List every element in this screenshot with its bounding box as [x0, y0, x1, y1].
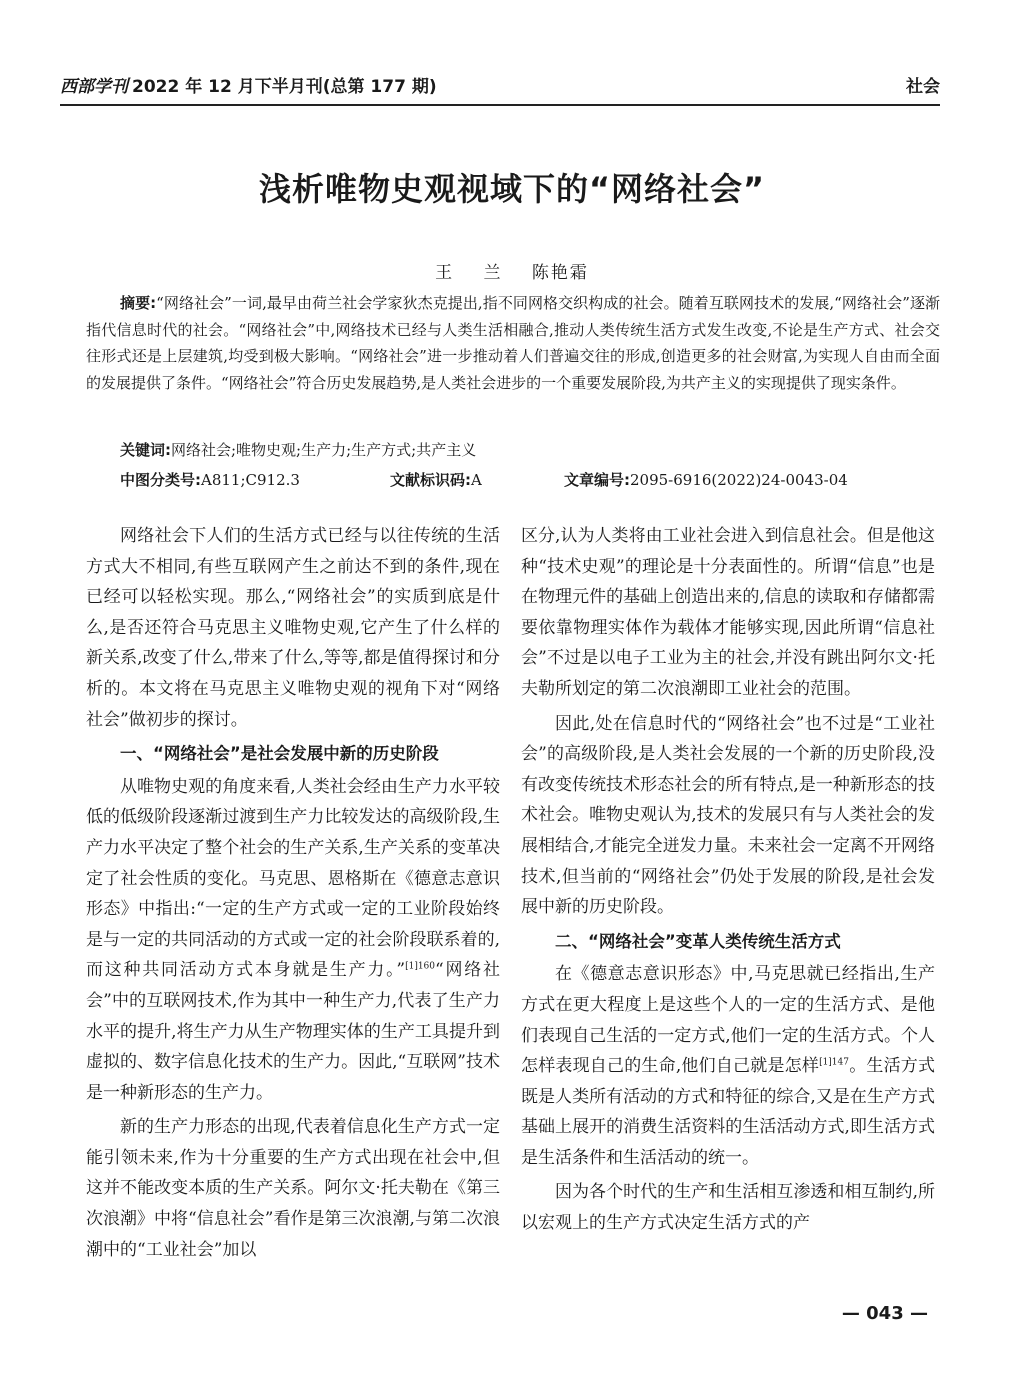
doc-code-value: A: [471, 471, 482, 489]
article-no-label: 文章编号:: [564, 471, 630, 489]
clc-value: A811;C912.3: [201, 471, 300, 489]
clc-number: [120, 469, 300, 490]
authors: 王 兰 陈艳霜: [435, 263, 589, 283]
page-number: — 043 —: [841, 1303, 928, 1324]
keywords-label: 关键词:: [120, 441, 171, 459]
keywords-text: 网络社会;唯物史观;生产力;生产方式;共产主义: [171, 441, 477, 459]
abstract-label: 摘要:: [120, 294, 157, 312]
paragraph: 区分,认为人类将由工业社会进入到信息社会。但是他这种“技术史观”的理论是十分表面性的。所谓“信息”也是在物理元件的基础上创造出来的,信息的读取和存储都需要依靠物理实体作为载体才能够实现,因此所谓“信息社会”不过是以电子工业为主的社会,并没有跳出阿尔文·托夫勒所划定的第二次浪潮即工业社会的范围。: [521, 526, 935, 699]
paragraph-text: “网络社会”中的互联网技术,作为其中一种生产力,代表了生产力水平的提升,将生产力从生产物理实体的生产工具提升到虚拟的、数字信息化技术的生产力。因此,“互联网”技术是一种新形态的生产力。: [86, 960, 500, 1103]
article-no-value: 2095-6916(2022)24-0043-04: [630, 471, 848, 489]
abstract-text: “网络社会”一词,最早由荷兰社会学家狄杰克提出,指不同网格交织构成的社会。随着互联网技术的发展,“网络社会”逐渐指代信息时代的社会。“网络社会”中,网络技术已经与人类生活相融合,推动人类传统生活方式发生改变,不论是生产方式、社会交往形式还是上层建筑,均受到极大影响。“网络社会”进一步推动着人们普遍交往的形成,创造更多的社会财富,为实现人自由而全面的发展提供了条件。“网络社会”符合历史发展趋势,是人类社会进步的一个重要发展阶段,为共产主义的实现提供了现实条件。: [86, 294, 941, 392]
journal-logo: 西部学刊: [60, 77, 128, 97]
left-column: [86, 521, 500, 1269]
article-title: 浅析唯物史观视域下的“网络社会”: [258, 170, 766, 208]
section-name: 社会: [906, 77, 940, 97]
paragraph-text: 从唯物史观的角度来看,人类社会经由生产力水平较低的低级阶段逐渐过渡到生产力比较发达的高级阶段,生产力水平决定了整个社会的生产关系,生产关系的变革决定了社会性质的变化。马克思、恩格斯在《德意志意识形态》中指出:“一定的生产方式或一定的工业阶段始终是与一定的共同活动的方式或一定的社会阶段联系着的,而这种共同活动方式本身就是生产力。”: [86, 776, 500, 981]
section-heading: 一、“网络社会”是社会发展中新的历史阶段: [120, 744, 439, 764]
paragraph: 因此,处在信息时代的“网络社会”也不过是“工业社会”的高级阶段,是人类社会发展的一个新的历史阶段,没有改变传统技术形态社会的所有特点,是一种新形态的技术社会。唯物史观认为,技术的发展只有与人类社会的发展相结合,才能完全迸发力量。未来社会一定离不开网络技术,但当前的“网络社会”仍处于发展的阶段,是社会发展中新的历史阶段。: [521, 713, 935, 918]
issue-info: 2022 年 12 月下半月刊(总第 177 期): [132, 77, 437, 97]
citation: [1]160: [405, 961, 436, 972]
paragraph: [521, 959, 935, 1173]
section-heading: 二、“网络社会”变革人类传统生活方式: [555, 931, 841, 951]
keywords: [120, 439, 476, 460]
clc-label: 中图分类号:: [120, 471, 201, 489]
paragraph-text: 。生活方式既是人类所有活动的方式和特征的综合,又是在生产方式基础上展开的消费生活资料的生活活动方式,即生活方式是生活条件和生活活动的统一。: [521, 1056, 936, 1168]
citation: [1]147: [819, 1057, 849, 1068]
article-number: [564, 469, 848, 490]
paragraph: 因为各个时代的生产和生活相互渗透和相互制约,所以宏观上的生产方式决定生活方式的产: [521, 1182, 935, 1234]
paragraph: 网络社会下人们的生活方式已经与以往传统的生活方式大不相同,有些互联网产生之前达不到的条件,现在已经可以轻松实现。那么,“网络社会”的实质到底是什么,是否还符合马克思主义唯物史观,它产生了什么样的新关系,改变了什么,带来了什么,等等,都是值得探讨和分析的。本文将在马克思主义唯物史观的视角下对“网络社会”做初步的探讨。: [86, 526, 500, 730]
doc-code-label: 文献标识码:: [390, 471, 471, 489]
paragraph: [86, 772, 500, 1109]
paragraph-text: 在《德意志意识形态》中,马克思就已经指出,生产方式在更大程度上是这些个人的一定的生活方式、是他们表现自己生活的一定方式,他们一定的生活方式。个人怎样表现自己的生命,他们自己就是怎样: [521, 964, 935, 1077]
document-code: [390, 469, 482, 490]
paragraph: 新的生产力形态的出现,代表着信息化生产方式一定能引领未来,作为十分重要的生产方式出现在社会中,但这并不能改变本质的生产关系。阿尔文·托夫勒在《第三次浪潮》中将“信息社会”看作是第三次浪潮,与第二次浪潮中的“工业社会”加以: [86, 1117, 500, 1260]
running-header: [60, 64, 940, 106]
journal-issue: [60, 72, 437, 97]
right-column: [521, 521, 935, 1243]
abstract: [86, 290, 940, 396]
